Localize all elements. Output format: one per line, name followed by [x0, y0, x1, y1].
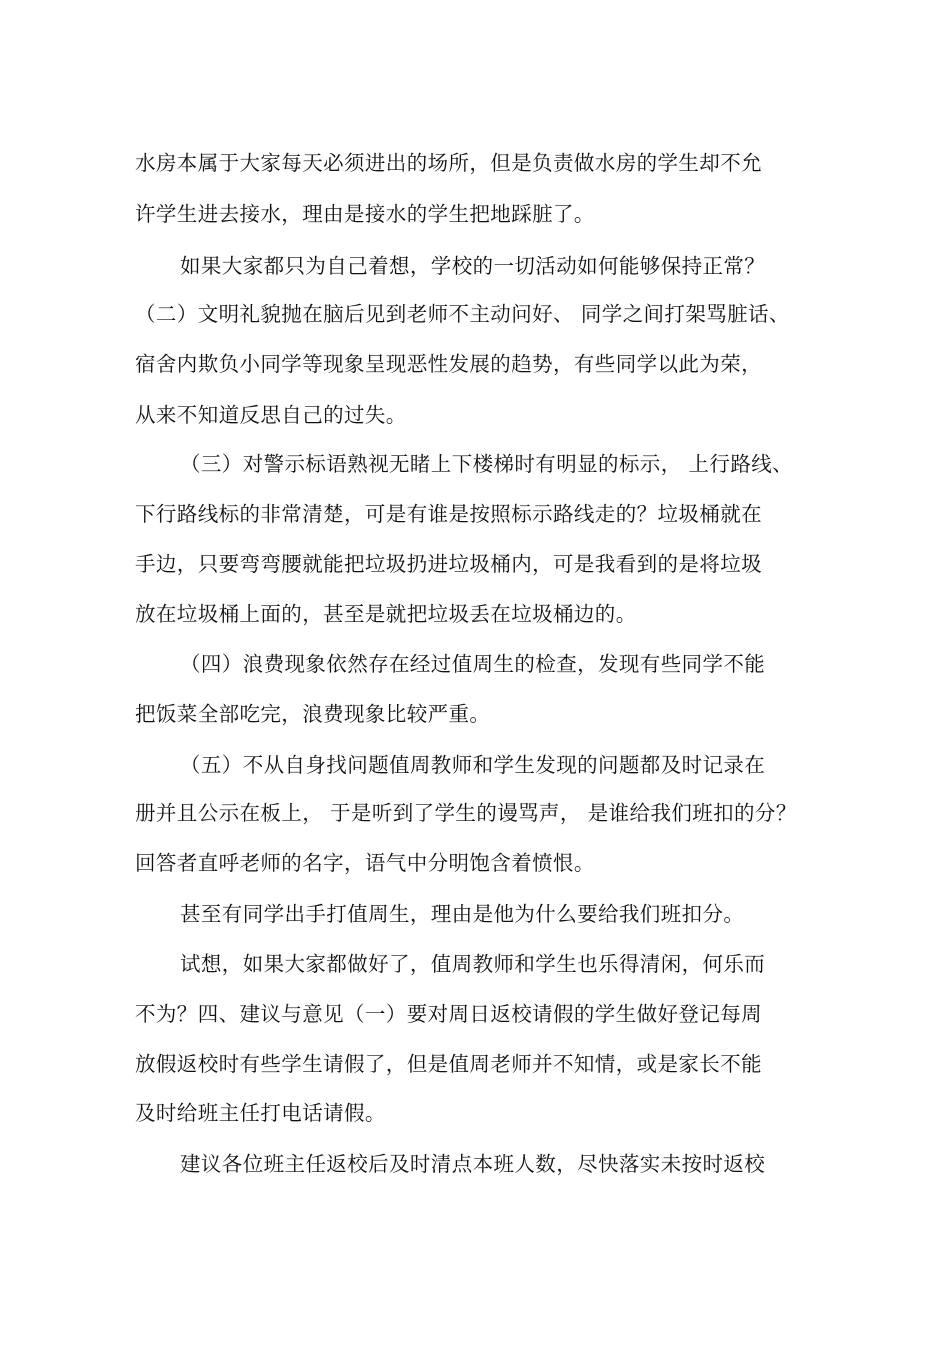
text-line: 放假返校时有些学生请假了，但是值周老师并不知情，或是家长不能 [135, 1052, 762, 1076]
text-line: 宿舍内欺负小同学等现象呈现恶性发展的趋势，有些同学以此为荣， [135, 352, 762, 376]
text-line: 不为？四、建议与意见（一）要对周日返校请假的学生做好登记每周 [135, 1002, 762, 1026]
text-line: 把饭菜全部吃完，浪费现象比较严重。 [135, 702, 491, 726]
text-line: （二）文明礼貌抛在脑后见到老师不主动问好、 同学之间打架骂脏话、 [135, 302, 790, 326]
text-line: （三）对警示标语熟视无睹上下楼梯时有明显的标示， 上行路线、 [180, 452, 794, 476]
text-line: 水房本属于大家每天必须进出的场所，但是负责做水房的学生却不允 [135, 151, 762, 175]
text-line: 及时给班主任打电话请假。 [135, 1101, 386, 1125]
text-line: 从来不知道反思自己的过失。 [135, 403, 407, 427]
text-line: 如果大家都只为自己着想，学校的一切活动如何能够保持正常？ [180, 254, 766, 278]
text-line: 建议各位班主任返校后及时清点本班人数，尽快落实未按时返校 [180, 1152, 766, 1176]
text-line: （五）不从自身找问题值周教师和学生发现的问题都及时记录在 [180, 753, 766, 777]
text-line: 下行路线标的非常清楚，可是有谁是按照标示路线走的？垃圾桶就在 [135, 502, 762, 526]
text-line: 放在垃圾桶上面的，甚至是就把垃圾丢在垃圾桶边的。 [135, 602, 637, 626]
text-line: 试想，如果大家都做好了，值周教师和学生也乐得清闲，何乐而 [180, 952, 766, 976]
text-line: 回答者直呼老师的名字，语气中分明饱含着愤恨。 [135, 851, 595, 875]
text-line: 册并且公示在板上， 于是听到了学生的谩骂声， 是谁给我们班扣的分？ [135, 801, 797, 825]
text-line: 许学生进去接水，理由是接水的学生把地踩脏了。 [135, 202, 595, 226]
text-line: （四）浪费现象依然存在经过值周生的检查，发现有些同学不能 [180, 652, 766, 676]
text-line: 甚至有同学出手打值周生，理由是他为什么要给我们班扣分。 [180, 902, 745, 926]
text-line: 手边，只要弯弯腰就能把垃圾扔进垃圾桶内，可是我看到的是将垃圾 [135, 552, 762, 576]
